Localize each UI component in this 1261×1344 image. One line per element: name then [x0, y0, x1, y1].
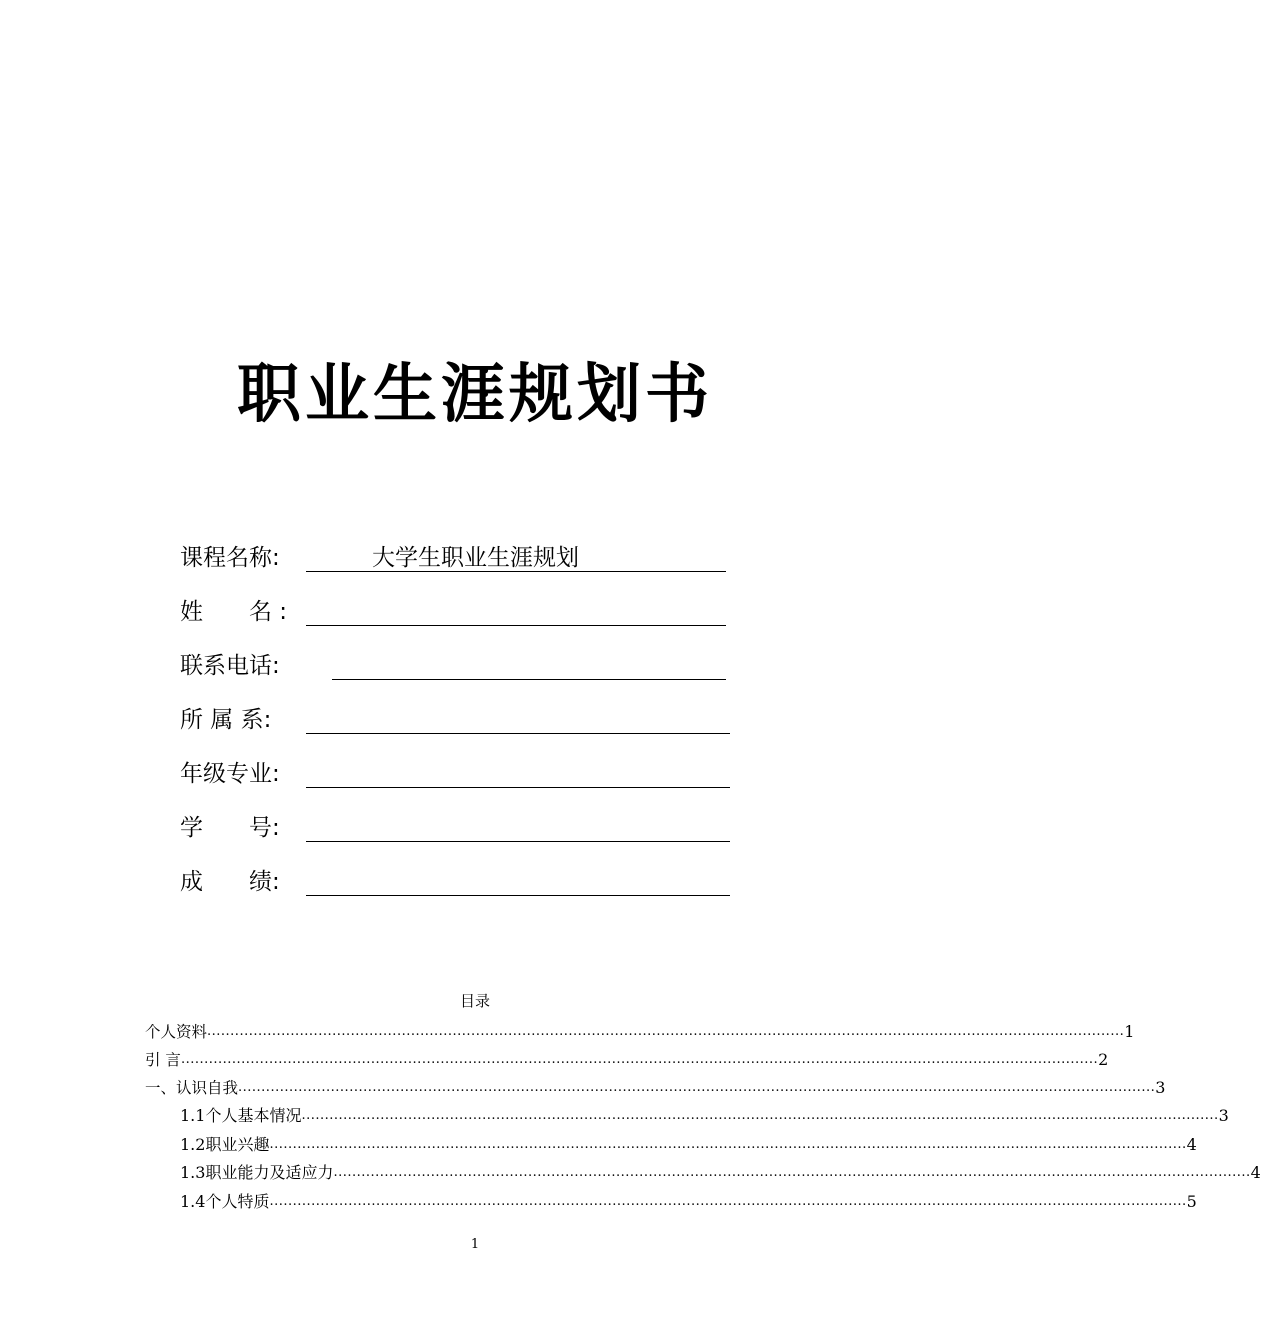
toc-dot-leader: ...................................................................................................................................................................................................... — [333, 1165, 1251, 1180]
toc-entry-label: 1.2职业兴趣 — [180, 1135, 270, 1154]
form-underline-major — [306, 787, 730, 788]
form-underline-phone — [332, 679, 726, 680]
toc-entry[interactable] — [145, 1045, 1109, 1071]
form-label-grade: 成 绩: — [180, 869, 280, 895]
form-row-name — [180, 595, 740, 629]
toc-entry-page: 2 — [1098, 1050, 1109, 1069]
toc-dot-leader: ...................................................................................................................................................................................................... — [269, 1137, 1187, 1152]
toc-entry[interactable] — [145, 1073, 1166, 1099]
toc-entry-page: 3 — [1218, 1106, 1229, 1125]
form-row-grade — [180, 865, 740, 899]
form-row-phone — [180, 649, 740, 683]
toc-entry-page: 3 — [1155, 1078, 1166, 1097]
toc-dot-leader: ...................................................................................................................................................................................................... — [238, 1080, 1156, 1095]
toc-entry-label: 1.4个人特质 — [180, 1192, 270, 1211]
toc-entry-page: 5 — [1186, 1192, 1197, 1211]
toc-dot-leader: ...................................................................................................................................................................................................... — [269, 1194, 1187, 1209]
form-label-student-id: 学 号: — [180, 815, 280, 841]
toc-dot-leader: ...................................................................................................................................................................................................... — [207, 1024, 1125, 1039]
toc-dot-leader: ...................................................................................................................................................................................................... — [301, 1108, 1219, 1123]
form-row-course — [180, 541, 740, 575]
form-label-name: 姓 名 : — [180, 599, 288, 625]
toc-dot-leader: ...................................................................................................................................................................................................... — [180, 1052, 1099, 1067]
toc-heading: 目录 — [459, 992, 490, 1010]
form-underline-grade — [306, 895, 730, 896]
toc-entry-label: 1.3职业能力及适应力 — [180, 1163, 334, 1182]
toc-entry[interactable] — [145, 1017, 1135, 1043]
toc-entry[interactable] — [180, 1158, 1261, 1184]
form-label-phone: 联系电话: — [180, 653, 280, 679]
toc-entry[interactable] — [180, 1130, 1197, 1156]
toc-entry-label: 一、认识自我 — [145, 1079, 239, 1097]
toc-entry[interactable] — [180, 1101, 1229, 1127]
toc-entry-page: 4 — [1186, 1135, 1197, 1154]
form-value-course: 大学生职业生涯规划 — [372, 545, 579, 571]
page-number: 1 — [470, 1237, 480, 1252]
form-label-major: 年级专业: — [180, 761, 280, 787]
form-label-course: 课程名称: — [180, 545, 280, 571]
toc-entry-label: 引 言 — [145, 1051, 181, 1069]
toc-entry[interactable] — [180, 1187, 1197, 1213]
toc-entry-page: 1 — [1124, 1022, 1135, 1041]
form-row-major — [180, 757, 740, 791]
toc-entry-label: 1.1个人基本情况 — [180, 1106, 302, 1125]
form-row-department — [180, 703, 740, 737]
form-underline-department — [306, 733, 730, 734]
toc-entry-page: 4 — [1250, 1163, 1261, 1182]
toc-entry-label: 个人资料 — [145, 1023, 208, 1041]
form-label-department: 所 属 系: — [180, 707, 272, 733]
form-row-student-id — [180, 811, 740, 845]
form-underline-student-id — [306, 841, 730, 842]
document-title: 职业生涯规划书 — [237, 358, 713, 432]
form-underline-name — [306, 625, 726, 626]
